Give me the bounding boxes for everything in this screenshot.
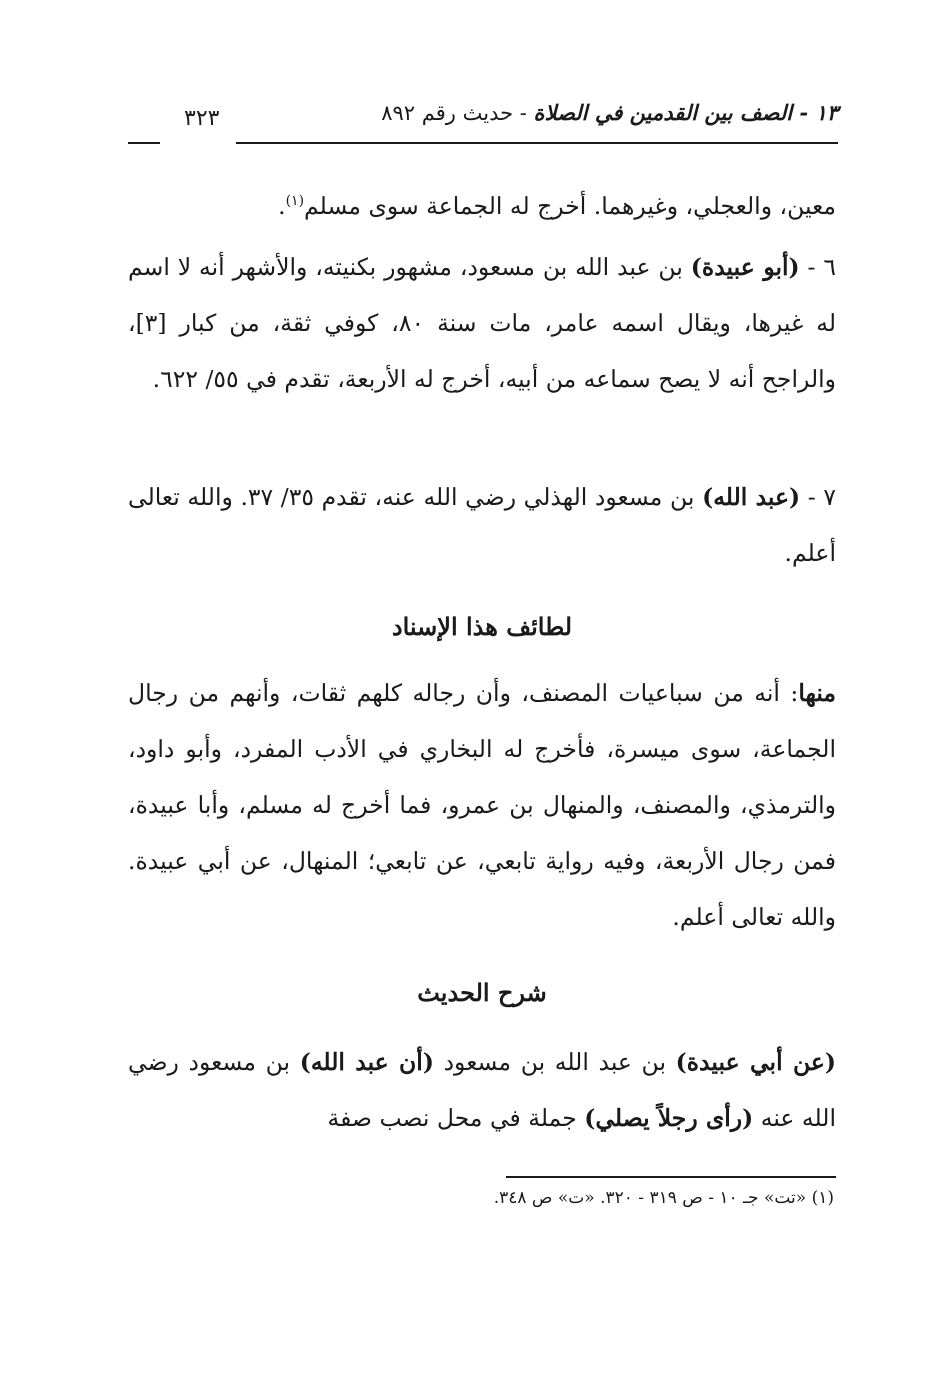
- narrator-name: (أبو عبيدة): [690, 253, 800, 281]
- paragraph-1: [128, 178, 836, 234]
- quoted-phrase: (عن أبي عبيدة): [675, 1048, 836, 1076]
- paragraph-text: بن عبد الله بن مسعود: [433, 1048, 676, 1076]
- item-number: ٧ -: [800, 483, 836, 511]
- chapter-title: ١٣ - الصف بين القدمين في الصلاة: [533, 100, 838, 125]
- paragraph-text: بن مسعود رضي الله عنه: [128, 1048, 836, 1132]
- hadith-number: - حديث رقم ٨٩٢: [381, 101, 534, 125]
- paragraph-text: معين، والعجلي، وغيرهما. أخرج له الجماعة سوى مسلم: [304, 192, 836, 220]
- paragraph-4: [128, 665, 836, 945]
- section-heading: شرح الحديث: [417, 978, 547, 1007]
- paragraph-text: : أنه من سباعيات المصنف، وأن رجاله كلهم ثقات، وأنهم من رجال الجماعة، سوى ميسرة، فأخرج له البخاري في الأدب المفرد، وأبو داود، والترمذي، والمصنف، والمنهال بن عمرو، فما أخرج له مسلم، وأبا عبيدة، فمن رجال الأربعة، وفيه رواية تابعي، عن تابعي؛ المنهال، عن أبي عبيدة. والله تعالى أعلم.: [128, 679, 836, 931]
- paragraph-text: بن مسعود الهذلي رضي الله عنه، تقدم ٣٥/ ٣٧. والله تعالى أعلم.: [128, 483, 836, 567]
- footnote: (١) «تت» جـ ١٠ - ص ٣١٩ - ٣٢٠. «ت» ص ٣٤٨.: [493, 1188, 834, 1208]
- item-number: ٦ -: [799, 253, 837, 281]
- header-rule-short: [128, 142, 160, 144]
- header-title: [381, 100, 838, 125]
- section-heading: لطائف هذا الإسناد: [391, 612, 573, 641]
- paragraph-3: [128, 469, 836, 581]
- quoted-phrase: (رأى رجلاً يصلي): [584, 1104, 754, 1132]
- narrator-name: (عبد الله): [702, 483, 801, 511]
- header-rule: [236, 142, 838, 144]
- lead-word: منها: [798, 679, 836, 707]
- paragraph-2: [128, 239, 836, 407]
- running-header: [128, 100, 838, 140]
- paragraph-text: جملة في محل نصب صفة: [327, 1104, 585, 1132]
- paragraph-5: [128, 1034, 836, 1146]
- footnote-rule: [506, 1176, 836, 1178]
- paragraph-text: بن عبد الله بن مسعود، مشهور بكنيته، والأشهر أنه لا اسم له غيرها، ويقال اسمه عامر، مات سنة ٨٠، كوفي ثقة، من كبار [٣]، والراجح أنه لا يصح سماعه من أبيه، أخرج له الأربعة، تقدم في ٥٥/ ٦٢٢.: [128, 253, 836, 393]
- footnote-ref: (١): [285, 193, 305, 210]
- quoted-phrase: (أن عبد الله): [299, 1048, 434, 1076]
- paragraph-end: .: [278, 192, 286, 220]
- page-number: ٣٢٣: [184, 106, 220, 131]
